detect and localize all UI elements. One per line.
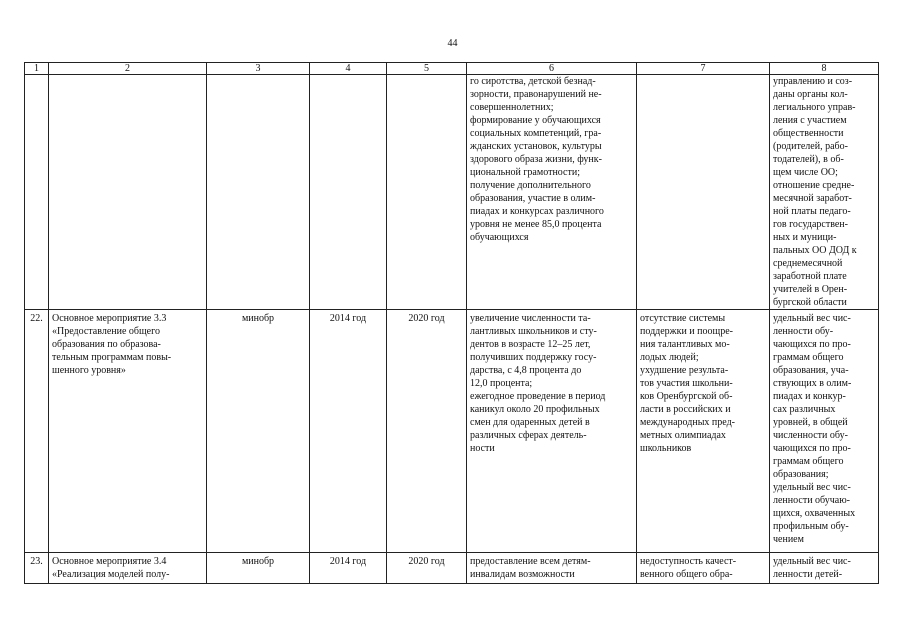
program-activities-table [24,62,879,584]
executor [207,75,310,310]
executor: минобр [207,310,310,553]
related-indicators: удельный вес чис- ленности обу- чающихся по про- граммам общего образования, уча- ствующих в олим- пиадах и конкур- сах различных уровней, в общей численности обу- чающихся по про- граммам общего образования; удельный вес чис- ленности обучаю- щихся, охваченных профильным обу- чением [770,310,879,553]
row-number: 22. [25,310,49,553]
start-period: 2014 год [310,553,387,584]
row-number: 23. [25,553,49,584]
column-number: 6 [467,63,637,75]
start-period [310,75,387,310]
column-number-row [25,63,879,75]
table-row [25,310,879,553]
column-number: 8 [770,63,879,75]
activity-name: Основное мероприятие 3.3 «Предоставление общего образования по образова- тельным программам повы- шенного уровня» [49,310,207,553]
non-implementation-consequences: недоступность качест- венного общего обра- [637,553,770,584]
expected-result: предоставление всем детям- инвалидам возможности [467,553,637,584]
activity-name [49,75,207,310]
page-number: 44 [447,38,458,49]
row-number [25,75,49,310]
non-implementation-consequences [637,75,770,310]
column-number: 2 [49,63,207,75]
end-period: 2020 год [387,553,467,584]
column-number: 3 [207,63,310,75]
column-number: 5 [387,63,467,75]
column-number: 1 [25,63,49,75]
column-number: 7 [637,63,770,75]
activity-name: Основное мероприятие 3.4 «Реализация моделей полу- [49,553,207,584]
expected-result: го сиротства, детской безнад- зорности, правонарушений не- совершеннолетних; формирование у обучающихся социальных компетенций, гра- жданских установок, культуры здорового образа жизни, функ- циональной грамотности; получение дополнительного образования, участие в олим- пиадах и конкурсах различного уровня не менее 85,0 процента обучающихся [467,75,637,310]
table-row [25,75,879,310]
start-period: 2014 год [310,310,387,553]
end-period: 2020 год [387,310,467,553]
related-indicators: удельный вес чис- ленности детей- [770,553,879,584]
related-indicators: управлению и соз- даны органы кол- легиального управ- ления с участием общественности (родителей, рабо- тодателей), в об- щем числе ОО; отношение средне- месячной заработ- ной платы педаго- гов государствен- ных и муници- пальных ОО ДОД к среднемесячной заработной плате учителей в Орен- бургской области [770,75,879,310]
end-period [387,75,467,310]
column-number: 4 [310,63,387,75]
non-implementation-consequences: отсутствие системы поддержки и поощре- ния талантливых мо- лодых людей; ухудшение результа- тов участия школьни- ков Оренбургской об- ласти в российских и международных пред- метных олимпиадах школьников [637,310,770,553]
table-row [25,553,879,584]
executor: минобр [207,553,310,584]
expected-result: увеличение численности та- лантливых школьников и сту- дентов в возрасте 12–25 лет, получивших поддержку госу- дарства, с 4,8 процента до 12,0 процента; ежегодное проведение в период каникул около 20 профильных смен для одаренных детей в различных сферах деятель- ности [467,310,637,553]
